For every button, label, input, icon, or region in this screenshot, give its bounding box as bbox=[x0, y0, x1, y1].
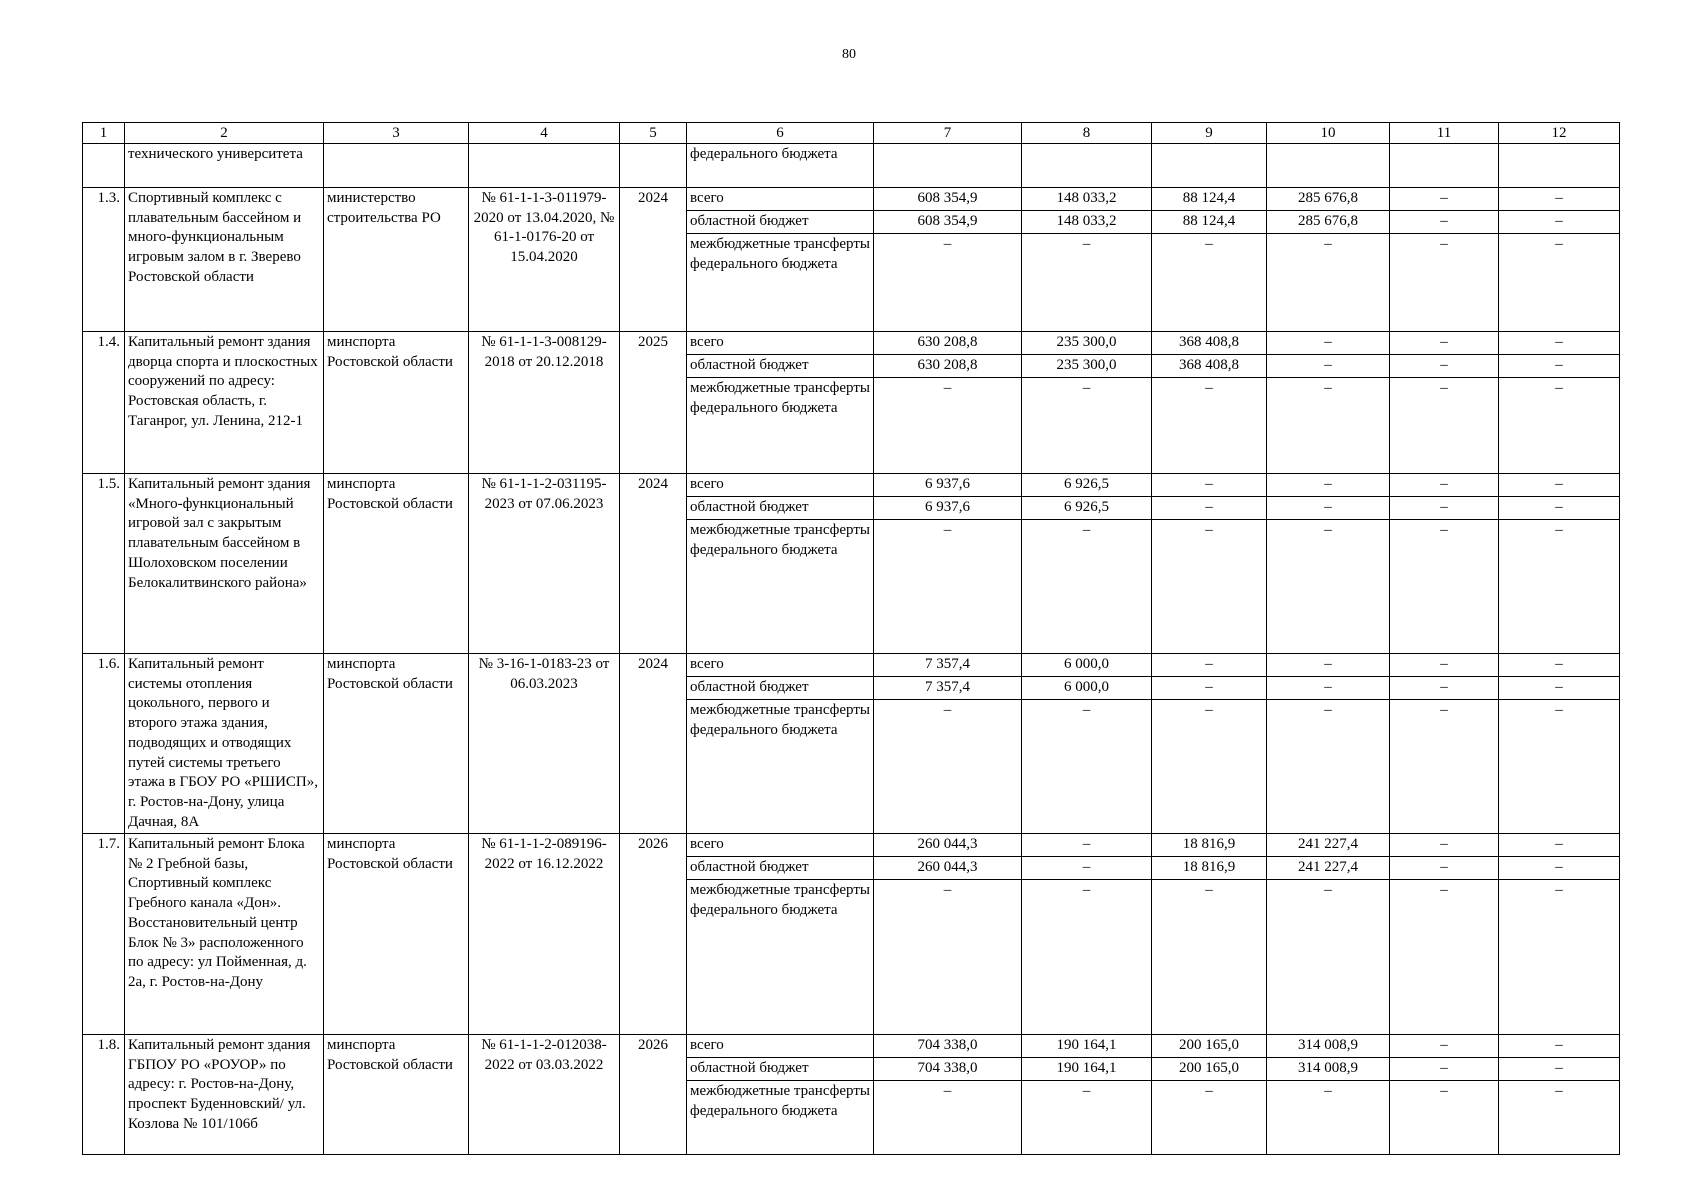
value-cell-col-7: 7 357,4 bbox=[874, 677, 1022, 700]
value-cell-col-11: – bbox=[1390, 520, 1499, 654]
continuation-empty-cell bbox=[1390, 144, 1499, 188]
value-cell-col-11: – bbox=[1390, 188, 1499, 211]
value-cell-col-8: 148 033,2 bbox=[1022, 188, 1152, 211]
value-cell-col-7: 630 208,8 bbox=[874, 332, 1022, 355]
item-document: № 61-1-1-2-031195-2023 от 07.06.2023 bbox=[469, 474, 620, 654]
col-header-11: 11 bbox=[1390, 123, 1499, 144]
col-header-3: 3 bbox=[324, 123, 469, 144]
value-cell-col-10: – bbox=[1267, 474, 1390, 497]
item-customer: минспорта Ростовской области bbox=[324, 332, 469, 474]
continuation-empty-cell bbox=[1022, 144, 1152, 188]
table-row bbox=[83, 1035, 1620, 1058]
value-cell-col-8: 6 926,5 bbox=[1022, 497, 1152, 520]
funding-source-label: всего bbox=[687, 1035, 874, 1058]
funding-source-label: областной бюджет bbox=[687, 1058, 874, 1081]
value-cell-col-9: 88 124,4 bbox=[1152, 211, 1267, 234]
item-number: 1.3. bbox=[83, 188, 125, 332]
item-customer: минспорта Ростовской области bbox=[324, 654, 469, 834]
value-cell-col-11: – bbox=[1390, 355, 1499, 378]
continuation-year bbox=[620, 144, 687, 188]
page-number: 80 bbox=[842, 47, 856, 62]
column-number-row bbox=[83, 123, 1620, 144]
table-row bbox=[83, 474, 1620, 497]
col-header-12: 12 bbox=[1499, 123, 1620, 144]
value-cell-col-9: 368 408,8 bbox=[1152, 332, 1267, 355]
value-cell-col-8: 235 300,0 bbox=[1022, 332, 1152, 355]
funding-source-label: областной бюджет bbox=[687, 857, 874, 880]
value-cell-col-7: – bbox=[874, 520, 1022, 654]
value-cell-col-9: – bbox=[1152, 1081, 1267, 1155]
value-cell-col-10: – bbox=[1267, 497, 1390, 520]
value-cell-col-8: 6 000,0 bbox=[1022, 677, 1152, 700]
item-customer: минспорта Ростовской области bbox=[324, 474, 469, 654]
col-header-8: 8 bbox=[1022, 123, 1152, 144]
value-cell-col-12: – bbox=[1499, 332, 1620, 355]
col-header-1: 1 bbox=[83, 123, 125, 144]
value-cell-col-7: 6 937,6 bbox=[874, 497, 1022, 520]
col-header-4: 4 bbox=[469, 123, 620, 144]
item-document: № 61-1-1-3-008129-2018 от 20.12.2018 bbox=[469, 332, 620, 474]
value-cell-col-12: – bbox=[1499, 677, 1620, 700]
continuation-name: технического университета bbox=[125, 144, 324, 188]
value-cell-col-7: 608 354,9 bbox=[874, 188, 1022, 211]
value-cell-col-9: – bbox=[1152, 497, 1267, 520]
col-header-2: 2 bbox=[125, 123, 324, 144]
item-name: Капитальный ремонт здания «Много-функциональный игровой зал с закрытым плавательным бассейном в Шолоховском поселении Белокалитвинского района» bbox=[125, 474, 324, 654]
value-cell-col-11: – bbox=[1390, 880, 1499, 1035]
table-row bbox=[83, 834, 1620, 857]
col-header-5: 5 bbox=[620, 123, 687, 144]
value-cell-col-12: – bbox=[1499, 520, 1620, 654]
item-customer: минспорта Ростовской области bbox=[324, 834, 469, 1035]
funding-source-label: всего bbox=[687, 188, 874, 211]
funding-source-label: межбюджетные трансферты федерального бюджета bbox=[687, 378, 874, 474]
value-cell-col-7: 260 044,3 bbox=[874, 834, 1022, 857]
value-cell-col-12: – bbox=[1499, 857, 1620, 880]
value-cell-col-12: – bbox=[1499, 1035, 1620, 1058]
item-year: 2026 bbox=[620, 834, 687, 1035]
value-cell-col-12: – bbox=[1499, 834, 1620, 857]
value-cell-col-10: 314 008,9 bbox=[1267, 1058, 1390, 1081]
value-cell-col-10: 241 227,4 bbox=[1267, 834, 1390, 857]
value-cell-col-10: – bbox=[1267, 378, 1390, 474]
value-cell-col-11: – bbox=[1390, 497, 1499, 520]
value-cell-col-10: – bbox=[1267, 520, 1390, 654]
value-cell-col-9: – bbox=[1152, 378, 1267, 474]
funding-source-label: областной бюджет bbox=[687, 355, 874, 378]
value-cell-col-10: – bbox=[1267, 355, 1390, 378]
value-cell-col-10: 241 227,4 bbox=[1267, 857, 1390, 880]
value-cell-col-11: – bbox=[1390, 1058, 1499, 1081]
value-cell-col-10: – bbox=[1267, 654, 1390, 677]
col-header-9: 9 bbox=[1152, 123, 1267, 144]
value-cell-col-9: – bbox=[1152, 677, 1267, 700]
value-cell-col-9: 18 816,9 bbox=[1152, 834, 1267, 857]
value-cell-col-7: 7 357,4 bbox=[874, 654, 1022, 677]
funding-source-label: межбюджетные трансферты федерального бюджета bbox=[687, 234, 874, 332]
funding-source-label: областной бюджет bbox=[687, 211, 874, 234]
continuation-empty-cell bbox=[1499, 144, 1620, 188]
value-cell-col-9: – bbox=[1152, 880, 1267, 1035]
value-cell-col-7: 704 338,0 bbox=[874, 1035, 1022, 1058]
funding-source-label: областной бюджет bbox=[687, 497, 874, 520]
funding-source-label: всего bbox=[687, 332, 874, 355]
value-cell-col-9: 368 408,8 bbox=[1152, 355, 1267, 378]
item-document: № 61-1-1-2-012038-2022 от 03.03.2022 bbox=[469, 1035, 620, 1155]
value-cell-col-12: – bbox=[1499, 188, 1620, 211]
col-header-6: 6 bbox=[687, 123, 874, 144]
col-header-10: 10 bbox=[1267, 123, 1390, 144]
item-name: Капитальный ремонт здания ГБПОУ РО «РОУОР» по адресу: г. Ростов-на-Дону, проспект Буденновский/ ул. Козлова № 101/106б bbox=[125, 1035, 324, 1155]
continuation-empty-cell bbox=[1267, 144, 1390, 188]
item-year: 2024 bbox=[620, 474, 687, 654]
value-cell-col-10: – bbox=[1267, 677, 1390, 700]
value-cell-col-8: – bbox=[1022, 880, 1152, 1035]
value-cell-col-8: 6 000,0 bbox=[1022, 654, 1152, 677]
value-cell-col-11: – bbox=[1390, 677, 1499, 700]
table-row bbox=[83, 332, 1620, 355]
item-year: 2024 bbox=[620, 654, 687, 834]
funding-source-label: всего bbox=[687, 834, 874, 857]
item-name: Капитальный ремонт Блока № 2 Гребной базы, Спортивный комплекс Гребного канала «Дон». Восстановительный центр Блок № 3» расположенного по адресу: ул Пойменная, д. 2а, г. Ростов-на-Дону bbox=[125, 834, 324, 1035]
value-cell-col-11: – bbox=[1390, 857, 1499, 880]
value-cell-col-10: – bbox=[1267, 700, 1390, 834]
item-year: 2025 bbox=[620, 332, 687, 474]
value-cell-col-11: – bbox=[1390, 234, 1499, 332]
value-cell-col-11: – bbox=[1390, 654, 1499, 677]
value-cell-col-8: – bbox=[1022, 378, 1152, 474]
value-cell-col-7: 6 937,6 bbox=[874, 474, 1022, 497]
value-cell-col-7: 630 208,8 bbox=[874, 355, 1022, 378]
value-cell-col-8: 190 164,1 bbox=[1022, 1058, 1152, 1081]
value-cell-col-9: 200 165,0 bbox=[1152, 1058, 1267, 1081]
value-cell-col-8: – bbox=[1022, 234, 1152, 332]
item-customer: минспорта Ростовской области bbox=[324, 1035, 469, 1155]
item-number: 1.4. bbox=[83, 332, 125, 474]
continuation-doc bbox=[469, 144, 620, 188]
value-cell-col-7: – bbox=[874, 234, 1022, 332]
value-cell-col-10: 314 008,9 bbox=[1267, 1035, 1390, 1058]
continuation-row bbox=[83, 144, 1620, 188]
value-cell-col-7: 260 044,3 bbox=[874, 857, 1022, 880]
value-cell-col-7: – bbox=[874, 880, 1022, 1035]
item-document: № 61-1-1-3-011979-2020 от 13.04.2020, № 61-1-0176-20 от 15.04.2020 bbox=[469, 188, 620, 332]
value-cell-col-8: 235 300,0 bbox=[1022, 355, 1152, 378]
funding-source-label: межбюджетные трансферты федерального бюджета bbox=[687, 700, 874, 834]
value-cell-col-10: 285 676,8 bbox=[1267, 188, 1390, 211]
item-number: 1.8. bbox=[83, 1035, 125, 1155]
item-number: 1.7. bbox=[83, 834, 125, 1035]
value-cell-col-8: – bbox=[1022, 1081, 1152, 1155]
value-cell-col-9: – bbox=[1152, 520, 1267, 654]
item-document: № 3-16-1-0183-23 от 06.03.2023 bbox=[469, 654, 620, 834]
value-cell-col-7: 704 338,0 bbox=[874, 1058, 1022, 1081]
value-cell-col-12: – bbox=[1499, 880, 1620, 1035]
value-cell-col-12: – bbox=[1499, 654, 1620, 677]
value-cell-col-8: 148 033,2 bbox=[1022, 211, 1152, 234]
value-cell-col-8: – bbox=[1022, 520, 1152, 654]
value-cell-col-11: – bbox=[1390, 1035, 1499, 1058]
value-cell-col-12: – bbox=[1499, 700, 1620, 834]
value-cell-col-10: – bbox=[1267, 234, 1390, 332]
value-cell-col-9: 200 165,0 bbox=[1152, 1035, 1267, 1058]
value-cell-col-11: – bbox=[1390, 700, 1499, 834]
col-header-7: 7 bbox=[874, 123, 1022, 144]
funding-source-label: межбюджетные трансферты федерального бюджета bbox=[687, 520, 874, 654]
item-document: № 61-1-1-2-089196-2022 от 16.12.2022 bbox=[469, 834, 620, 1035]
value-cell-col-12: – bbox=[1499, 474, 1620, 497]
value-cell-col-11: – bbox=[1390, 332, 1499, 355]
item-name: Спортивный комплекс с плавательным бассейном и много-функциональным игровым залом в г. Зверево Ростовской области bbox=[125, 188, 324, 332]
funding-table bbox=[82, 122, 1620, 1155]
value-cell-col-8: – bbox=[1022, 700, 1152, 834]
continuation-funding: федерального бюджета bbox=[687, 144, 874, 188]
value-cell-col-11: – bbox=[1390, 211, 1499, 234]
value-cell-col-11: – bbox=[1390, 834, 1499, 857]
value-cell-col-7: – bbox=[874, 1081, 1022, 1155]
value-cell-col-8: 6 926,5 bbox=[1022, 474, 1152, 497]
value-cell-col-7: 608 354,9 bbox=[874, 211, 1022, 234]
value-cell-col-7: – bbox=[874, 700, 1022, 834]
funding-source-label: межбюджетные трансферты федерального бюджета bbox=[687, 880, 874, 1035]
value-cell-col-12: – bbox=[1499, 211, 1620, 234]
funding-source-label: всего bbox=[687, 654, 874, 677]
value-cell-col-11: – bbox=[1390, 1081, 1499, 1155]
funding-source-label: областной бюджет bbox=[687, 677, 874, 700]
value-cell-col-12: – bbox=[1499, 497, 1620, 520]
value-cell-col-7: – bbox=[874, 378, 1022, 474]
value-cell-col-12: – bbox=[1499, 234, 1620, 332]
continuation-customer bbox=[324, 144, 469, 188]
value-cell-col-9: – bbox=[1152, 654, 1267, 677]
value-cell-col-12: – bbox=[1499, 378, 1620, 474]
item-customer: министерство строительства РО bbox=[324, 188, 469, 332]
funding-source-label: всего bbox=[687, 474, 874, 497]
value-cell-col-10: – bbox=[1267, 880, 1390, 1035]
value-cell-col-8: – bbox=[1022, 834, 1152, 857]
table-row bbox=[83, 654, 1620, 677]
funding-source-label: межбюджетные трансферты федерального бюджета bbox=[687, 1081, 874, 1155]
value-cell-col-8: 190 164,1 bbox=[1022, 1035, 1152, 1058]
item-year: 2024 bbox=[620, 188, 687, 332]
value-cell-col-9: – bbox=[1152, 234, 1267, 332]
item-name: Капитальный ремонт системы отопления цокольного, первого и второго этажа здания, подводящих и отводящих путей системы третьего этажа в ГБОУ РО «РШИСП», г. Ростов-на-Дону, улица Дачная, 8А bbox=[125, 654, 324, 834]
item-number: 1.6. bbox=[83, 654, 125, 834]
value-cell-col-12: – bbox=[1499, 355, 1620, 378]
item-name: Капитальный ремонт здания дворца спорта и плоскостных сооружений по адресу: Ростовская область, г. Таганрог, ул. Ленина, 212-1 bbox=[125, 332, 324, 474]
value-cell-col-9: – bbox=[1152, 700, 1267, 834]
value-cell-col-9: – bbox=[1152, 474, 1267, 497]
value-cell-col-12: – bbox=[1499, 1081, 1620, 1155]
value-cell-col-10: – bbox=[1267, 1081, 1390, 1155]
continuation-num bbox=[83, 144, 125, 188]
table-row bbox=[83, 188, 1620, 211]
value-cell-col-10: – bbox=[1267, 332, 1390, 355]
value-cell-col-9: 18 816,9 bbox=[1152, 857, 1267, 880]
value-cell-col-10: 285 676,8 bbox=[1267, 211, 1390, 234]
value-cell-col-8: – bbox=[1022, 857, 1152, 880]
value-cell-col-11: – bbox=[1390, 378, 1499, 474]
continuation-empty-cell bbox=[874, 144, 1022, 188]
value-cell-col-11: – bbox=[1390, 474, 1499, 497]
value-cell-col-9: 88 124,4 bbox=[1152, 188, 1267, 211]
value-cell-col-12: – bbox=[1499, 1058, 1620, 1081]
item-year: 2026 bbox=[620, 1035, 687, 1155]
item-number: 1.5. bbox=[83, 474, 125, 654]
continuation-empty-cell bbox=[1152, 144, 1267, 188]
